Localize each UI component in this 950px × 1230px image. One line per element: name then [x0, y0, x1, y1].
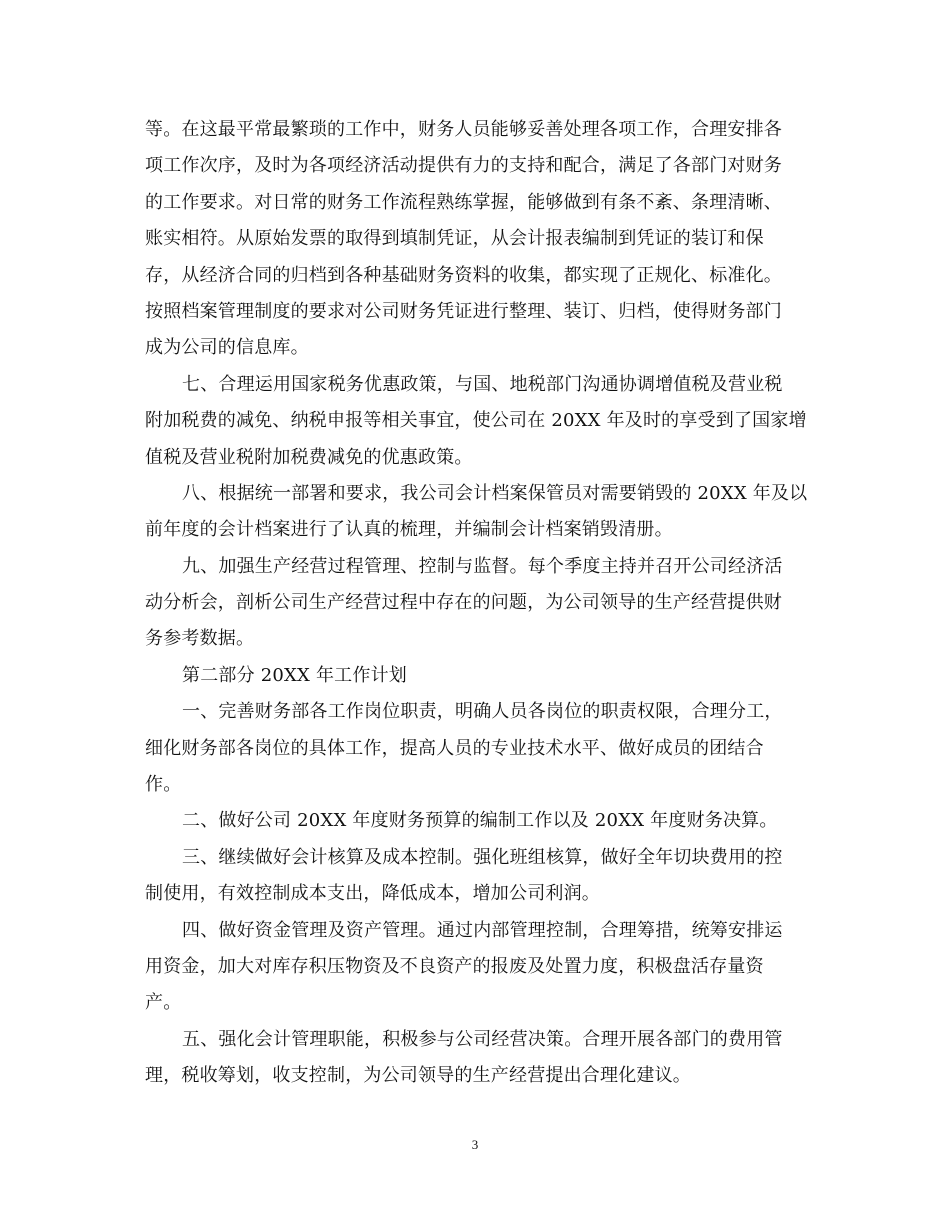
- text-line: 按照档案管理制度的要求对公司财务凭证进行整理、装订、归档，使得财务部门: [145, 300, 782, 322]
- text-line: 九、加强生产经营过程管理、控制与监督。每个季度主持并召开公司经济活: [182, 555, 783, 577]
- document-body: [145, 112, 810, 1095]
- text-line: 用资金，加大对库存积压物资及不良资产的报废及处置力度，积极盘活存量资: [145, 955, 764, 977]
- text-line: 八、根据统一部署和要求，我公司会计档案保管员对需要销毁的 20XX 年及以: [182, 482, 808, 504]
- text-line: 务参考数据。: [145, 628, 255, 650]
- text-line: 细化财务部各岗位的具体工作，提高人员的专业技术水平、做好成员的团结合: [145, 737, 764, 759]
- text-line: 五、强化会计管理职能，积极参与公司经营决策。合理开展各部门的费用管: [182, 1028, 783, 1050]
- text-line: 二、做好公司 20XX 年度财务预算的编制工作以及 20XX 年度财务决算。: [182, 810, 778, 832]
- text-line: 一、完善财务部各工作岗位职责，明确人员各岗位的职责权限，合理分工，: [182, 701, 783, 723]
- text-line: 作。: [145, 774, 182, 796]
- text-line: 成为公司的信息库。: [145, 337, 309, 359]
- text-line: 值税及营业税附加税费减免的优惠政策。: [145, 446, 473, 468]
- text-line: 制使用，有效控制成本支出，降低成本，增加公司利润。: [145, 883, 600, 905]
- text-line: 产。: [145, 992, 182, 1014]
- text-line: 附加税费的减免、纳税申报等相关事宜，使公司在 20XX 年及时的享受到了国家增: [145, 410, 807, 432]
- text-line: 前年度的会计档案进行了认真的梳理，并编制会计档案销毁清册。: [145, 519, 673, 541]
- text-line: 账实相符。从原始发票的取得到填制凭证，从会计报表编制到凭证的装订和保: [145, 228, 764, 250]
- text-line: 等。在这最平常最繁琐的工作中，财务人员能够妥善处理各项工作，合理安排各: [145, 119, 782, 140]
- text-line: 项工作次序，及时为各项经济活动提供有力的支持和配合，满足了各部门对财务: [145, 155, 782, 177]
- page-number: 3: [471, 1137, 479, 1152]
- text-line: 理，税收筹划，收支控制，为公司领导的生产经营提出合理化建议。: [145, 1065, 691, 1087]
- text-line: 七、合理运用国家税务优惠政策，与国、地税部门沟通协调增值税及营业税: [182, 373, 783, 395]
- text-line: 四、做好资金管理及资产管理。通过内部管理控制，合理筹措，统筹安排运: [182, 919, 783, 941]
- text-line: 动分析会，剖析公司生产经营过程中存在的问题，为公司领导的生产经营提供财: [145, 592, 782, 614]
- text-line: 的工作要求。对日常的财务工作流程熟练掌握，能够做到有条不紊、条理清晰、: [145, 191, 782, 213]
- text-line: 存，从经济合同的归档到各种基础财务资料的收集，都实现了正规化、标准化。: [145, 264, 782, 286]
- text-line: 三、继续做好会计核算及成本控制。强化班组核算，做好全年切块费用的控: [182, 846, 783, 868]
- text-line: 第二部分 20XX 年工作计划: [182, 664, 407, 686]
